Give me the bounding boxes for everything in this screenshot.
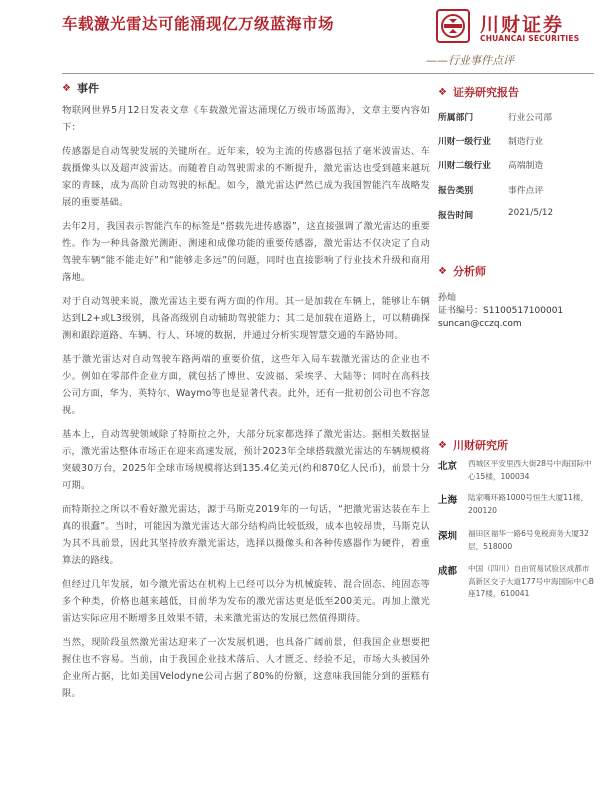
paragraph: 基本上，自动驾驶领域除了特斯拉之外，大部分玩家都选择了激光雷达。据相关数据显示，激光雷达整体市场正在迎来高速发展，预计2023年全球搭载激光雷达的车辆规模将突破30万台，2025年全球市场规模将达到135.4亿美元(约和870亿人民币)，前景十分可期。 [62, 429, 430, 491]
report-subtitle: ——行业事件点评 [426, 54, 514, 67]
diamond-icon: ❖ [438, 439, 447, 451]
meta-value: 行业公司部 [508, 113, 552, 123]
meta-row-report-date [438, 208, 553, 221]
office-address: 中国（四川）自由贸易试验区成都市高新区交子大道177号中海国际中心B座17楼，610041 [468, 564, 595, 598]
sidebar-heading-text: 川财研究所 [452, 439, 508, 452]
sidebar-heading-text: 分析师 [452, 265, 486, 278]
meta-row-level2-industry [438, 158, 543, 171]
meta-key: 川财二级行业 [438, 161, 491, 171]
paragraph: 对于自动驾驶来说，激光雷达主要有两方面的作用。其一是加载在车辆上，能够让车辆达到L2+或L3级别，具备高级别自动辅助驾驶能力；其二是加载在道路上，可以精确探测和跟踪道路、车辆、行人、环境的数据，并通过分析实现智慧交通的车路协同。 [62, 296, 430, 341]
meta-key: 报告类别 [438, 186, 474, 196]
diamond-icon: ❖ [62, 82, 71, 94]
office-city: 北京 [438, 461, 458, 472]
sidebar-heading-text: 证券研究报告 [452, 86, 519, 99]
sidebar-heading-institute [438, 437, 508, 453]
company-logo [436, 9, 594, 47]
paragraph: 基于激光雷达对自动驾驶车路两端的重要价值，这些年入局车载激光雷达的企业也不少。例如在零部件企业方面，就包括了博世、安波福、采埃孚、大陆等；同时在高科技公司方面，华为、英特尔、Waymo等也是显著代表。此外，还有一批初创公司也不容忽视。 [62, 354, 430, 416]
paragraph: 物联网世界5月12日发表文章《车载激光雷达涌现亿万级市场蓝海》，文章主要内容如下： [62, 105, 430, 133]
meta-row-department [438, 110, 552, 123]
meta-key: 川财一级行业 [438, 137, 491, 147]
office-chengdu [438, 563, 594, 601]
meta-value: 制造行业 [508, 137, 544, 147]
office-city: 成都 [438, 566, 458, 577]
main-content [62, 102, 430, 709]
logo-emblem-icon [436, 9, 470, 43]
meta-key: 报告时间 [438, 211, 474, 221]
office-city: 深圳 [438, 531, 458, 542]
paragraph: 当然，现阶段虽然激光雷达迎来了一次发展机遇，也具备广阔前景，但我国企业想要把握住也不容易。当前，由于我国企业技术落后、人才匮乏、经验不足，市场大头被国外企业所占据，比如美国Velodyne公司占据了80%的份额，这意味我国能分到的蛋糕有限。 [62, 637, 430, 699]
diamond-icon: ❖ [438, 86, 447, 98]
analyst-info [438, 292, 563, 331]
analyst-name: 孙灿 [438, 293, 457, 303]
analyst-cert: 证书编号：S1100517100001 [438, 306, 564, 316]
paragraph: 传感器是自动驾驶发展的关键所在。近年来，较为主流的传感器包括了毫米波雷达、车载摄像头以及超声波雷达。而随着自动驾驶需求的不断提升，激光雷达也受到越来越玩家的青睐，成为高阶自动驾驶的标配。如今，激光雷达俨然已成为我国智能汽车战略发展的重要基础。 [62, 146, 430, 208]
sidebar-heading-report [438, 84, 519, 100]
section-heading-text: 事件 [76, 82, 99, 95]
meta-value: 2021/5/12 [508, 208, 554, 218]
meta-row-level1-industry [438, 134, 543, 147]
office-address: 陆家嘴环路1000号恒生大厦11楼，200120 [468, 493, 589, 515]
office-shanghai [438, 492, 594, 517]
report-title: 车载激光雷达可能涌现亿万级蓝海市场 [62, 15, 335, 33]
logo-text-cn: 川财证券 [480, 14, 565, 36]
office-shenzhen [438, 528, 594, 553]
meta-row-report-type [438, 183, 543, 196]
office-beijing [438, 458, 594, 483]
sidebar-heading-analyst [438, 263, 486, 279]
diamond-icon: ❖ [438, 265, 447, 277]
paragraph: 但经过几年发展，如今激光雷达在机构上已经可以分为机械旋转、混合固态、纯固态等多个种类，价格也越来越低，目前华为发布的激光雷达更是低至200美元。再加上激光雷达实际应用不断增多且效果不错，未来激光雷达的发展已然值得期待。 [62, 579, 430, 624]
office-address: 西城区平安里西大街28号中海国际中心15楼，100034 [468, 459, 592, 481]
office-city: 上海 [438, 495, 458, 506]
meta-value: 高端制造 [508, 161, 544, 171]
section-heading-event [62, 80, 99, 96]
meta-key: 所属部门 [438, 113, 474, 123]
logo-text-en: CHUANCAI SECURITIES [480, 34, 580, 43]
meta-value: 事件点评 [508, 186, 544, 196]
office-address: 福田区福华一路6号免税商务大厦32层，518000 [468, 529, 589, 551]
analyst-email[interactable]: suncan@cczq.com [438, 319, 522, 329]
header-divider [62, 73, 594, 74]
paragraph: 去年2月，我国表示智能汽车的标签是“搭载先进传感器”，这直接强调了激光雷达的重要性。作为一种具备激光测距、测速和成像功能的重要传感器，激光雷达不仅决定了自动驾驶车辆“能不能走好”和“能够走多远”的问题，同时也直接影响了行业技术升级和商用落地。 [62, 221, 430, 283]
paragraph: 而特斯拉之所以不看好激光雷达，源于马斯克2019年的一句话，“把激光雷达装在车上真的很蠢”。当时，可能因为激光雷达大部分结构尚比较低级，成本也较昂贵，马斯克认为其不具前景，因此其坚持放弃激光雷达，选择以摄像头和各种传感器作为硬件，着重算法的路线。 [62, 504, 430, 566]
